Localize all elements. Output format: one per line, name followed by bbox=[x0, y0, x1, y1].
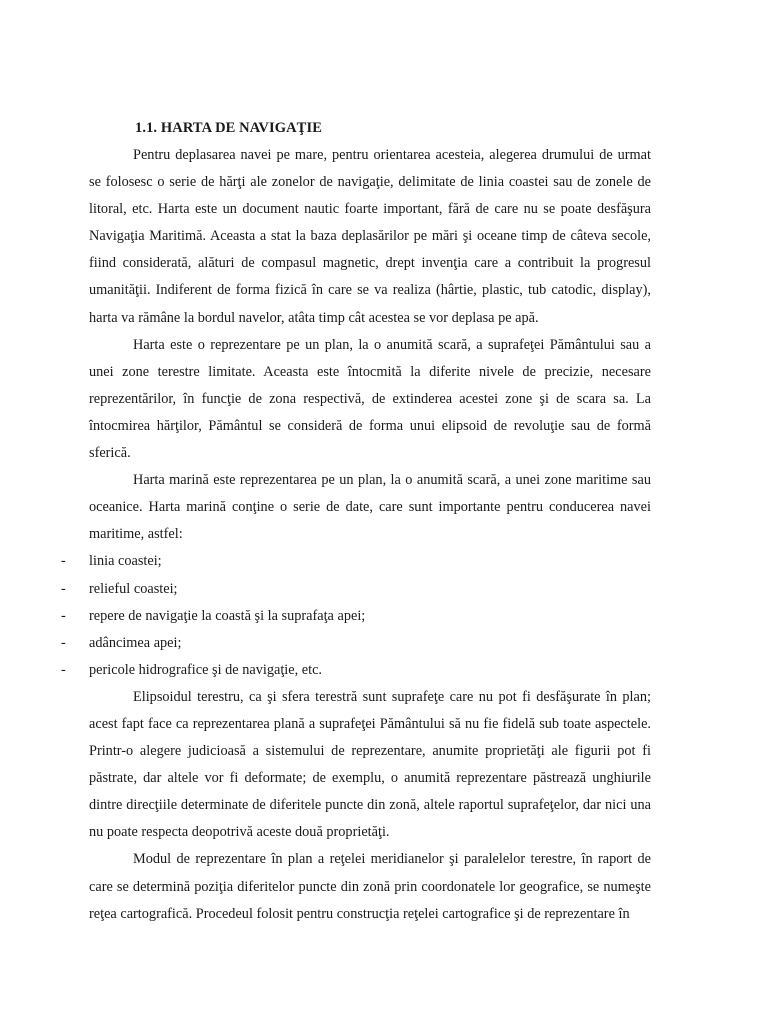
paragraph-elipsoid: Elipsoidul terestru, ca şi sfera terestră sunt suprafeţe care nu pot fi desfăşurate în plan; acest fapt face ca reprezentarea plană a suprafeţei Pământului să nu fie fidelă sub toate aspectele. Printr-o alegere judicioasă a sistemului de reprezentare, anumite proprietăţi ale figurii pot fi păstrate, dar altele vor fi deformate; de exemplu, o anumită reprezentare păstrează unghiurile dintre direcţiile determinate de diferitele puncte din zonă, altele raportul suprafeţelor, dar nici una nu poate respecta deopotrivă aceste două proprietăţi. bbox=[89, 688, 651, 841]
paragraph-intro: Pentru deplasarea navei pe mare, pentru orientarea acesteia, alegerea drumului de urmat se folosesc o serie de hărţi ale zonelor de navigaţie, delimitate de linia coastei sau de zonele de litoral, etc. Harta este un document nautic foarte important, fără de care nu se poate desfăşura Navigaţia Maritimă. Aceasta a stat la baza deplasărilor pe mări şi oceane timp de câteva secole, fiind considerată, alături de compasul magnetic, drept invenţia care a contribuit la progresul umanităţii. Indiferent de forma fizică în care se va realiza (hârtie, plastic, tub catodic, display), harta va rămâne la bordul navelor, atâta timp cât acestea se vor deplasa pe apă. bbox=[89, 147, 651, 326]
list-dash: - bbox=[61, 661, 66, 678]
list-item bbox=[61, 657, 651, 684]
list-item bbox=[61, 548, 651, 575]
paragraph-harta-marina: Harta marină este reprezentarea pe un plan, la o anumită scară, a unei zone maritime sau oceanice. Harta marină conţine o serie de date, care sunt importante pentru conducerea navei maritime, astfel: bbox=[89, 472, 651, 543]
document-body bbox=[61, 142, 651, 928]
list-item bbox=[61, 603, 651, 630]
list-item bbox=[61, 630, 651, 657]
list-item-text: linia coastei; bbox=[89, 553, 162, 570]
paragraph-retea-cartografica: Modul de reprezentare în plan a reţelei meridianelor şi paralelelor terestre, în raport de care se determină poziţia diferitelor puncte din zonă prin coordonatele lor geografice, se numeşte reţea cartografică. Procedeul folosit pentru construcţia reţelei cartografice şi de reprezentare în bbox=[89, 851, 651, 922]
list-item bbox=[61, 576, 651, 603]
list-item-text: pericole hidrografice şi de navigaţie, etc. bbox=[89, 661, 323, 678]
chart-data-list bbox=[61, 548, 651, 683]
list-dash: - bbox=[61, 634, 66, 651]
list-dash: - bbox=[61, 607, 66, 624]
list-dash: - bbox=[61, 580, 66, 597]
list-item-text: adâncimea apei; bbox=[89, 634, 182, 651]
list-dash: - bbox=[61, 553, 66, 570]
section-heading: 1.1. HARTA DE NAVIGAŢIE bbox=[135, 120, 322, 136]
list-item-text: repere de navigaţie la coastă şi la suprafaţa apei; bbox=[89, 607, 366, 624]
paragraph-harta-definitie: Harta este o reprezentare pe un plan, la o anumită scară, a suprafeţei Pământului sau a unei zone terestre limitate. Aceasta este întocmită la diferite nivele de precizie, necesare reprezentărilor, în funcţie de zona respectivă, de extinderea acestei zone şi de scara sa. La întocmirea hărţilor, Pământul se consideră de forma unui elipsoid de revoluţie sau de formă sferică. bbox=[89, 336, 651, 462]
list-item-text: relieful coastei; bbox=[89, 580, 178, 597]
